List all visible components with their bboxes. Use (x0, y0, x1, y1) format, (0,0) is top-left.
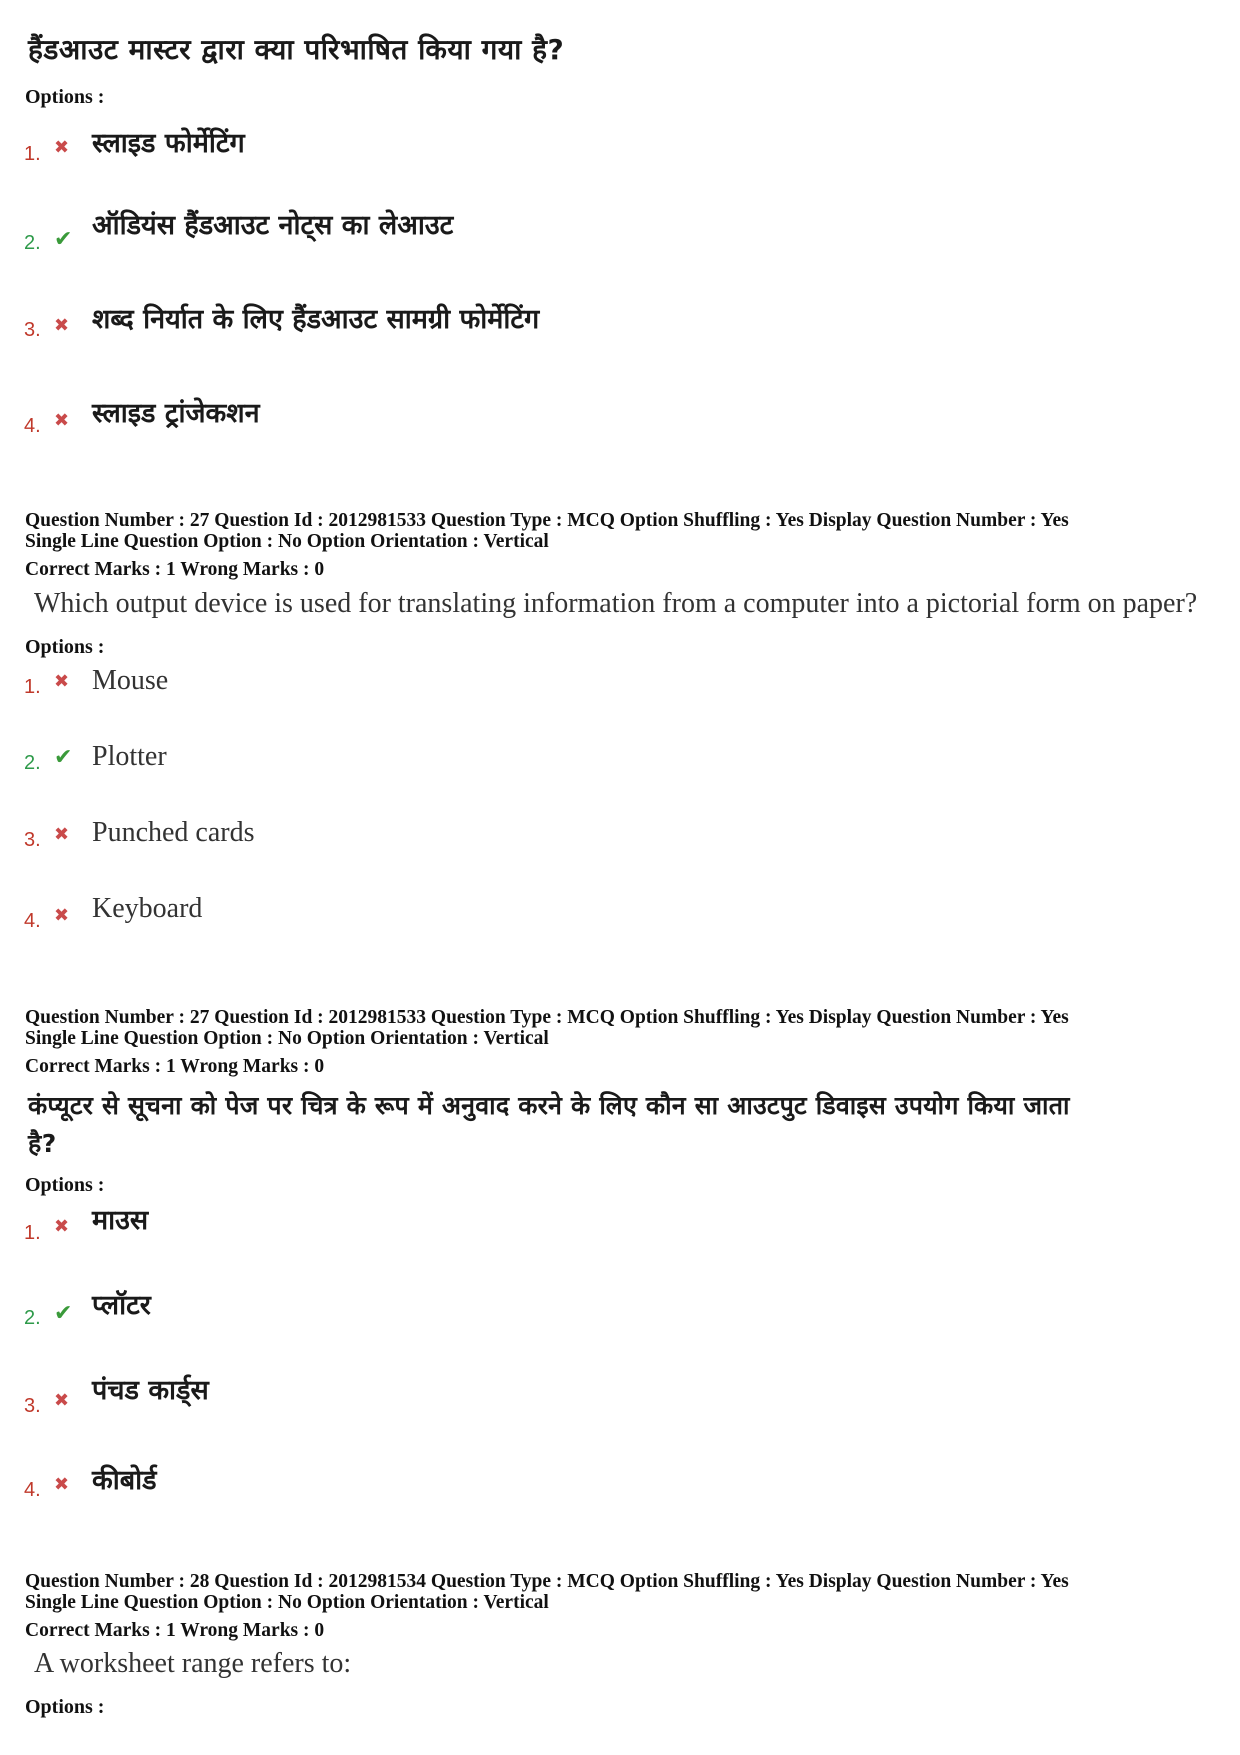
cross-icon: ✖ (54, 905, 70, 926)
option-number: 2. (24, 1307, 41, 1329)
question-meta-line2: Single Line Question Option : No Option Orientation : Vertical (25, 1028, 549, 1049)
option-text: पंचड कार्ड्स (92, 1375, 209, 1406)
options-label: Options : (25, 1696, 105, 1718)
option-number: 4. (24, 1479, 41, 1501)
cross-icon: ✖ (54, 824, 70, 845)
option-number: 2. (24, 752, 41, 774)
option-number: 4. (24, 910, 41, 932)
cross-icon: ✖ (54, 1216, 70, 1237)
cross-icon: ✖ (54, 137, 70, 158)
option-number: 3. (24, 1395, 41, 1417)
question-text-line2: है? (28, 1129, 57, 1158)
question-meta-line2: Single Line Question Option : No Option Orientation : Vertical (25, 1592, 549, 1613)
option-text: स्लाइड ट्रांजेकशन (92, 398, 260, 429)
question-meta-line1: Question Number : 28 Question Id : 2012981534 Question Type : MCQ Option Shuffling : Yes Display Question Number : Yes (25, 1571, 1069, 1592)
option-text: Keyboard (92, 893, 203, 924)
question-meta-line1: Question Number : 27 Question Id : 2012981533 Question Type : MCQ Option Shuffling : Yes Display Question Number : Yes (25, 1007, 1069, 1028)
question-meta-line2: Single Line Question Option : No Option Orientation : Vertical (25, 531, 549, 552)
option-text: प्लॉटर (92, 1290, 151, 1321)
options-label: Options : (25, 1174, 105, 1196)
check-icon: ✔ (54, 1301, 73, 1326)
question-meta-line1: Question Number : 27 Question Id : 2012981533 Question Type : MCQ Option Shuffling : Yes Display Question Number : Yes (25, 510, 1069, 531)
option-number: 4. (24, 415, 41, 437)
options-label: Options : (25, 86, 105, 108)
option-number: 3. (24, 829, 41, 851)
question-text: हैंडआउट मास्टर द्वारा क्या परिभाषित किया गया है? (28, 33, 565, 66)
option-text: Mouse (92, 665, 169, 696)
cross-icon: ✖ (54, 315, 70, 336)
option-text: स्लाइड फोर्मेटिंग (92, 128, 245, 159)
cross-icon: ✖ (54, 671, 70, 692)
question-marks: Correct Marks : 1 Wrong Marks : 0 (25, 559, 325, 580)
option-text: माउस (92, 1205, 149, 1236)
option-number: 1. (24, 1222, 41, 1244)
option-text: Punched cards (92, 817, 255, 848)
check-icon: ✔ (54, 227, 73, 252)
option-number: 1. (24, 143, 41, 165)
options-label: Options : (25, 636, 105, 658)
cross-icon: ✖ (54, 1474, 70, 1495)
option-text: ऑडियंस हैंडआउट नोट्स का लेआउट (92, 210, 454, 241)
cross-icon: ✖ (54, 410, 70, 431)
question-marks: Correct Marks : 1 Wrong Marks : 0 (25, 1620, 325, 1641)
option-text: शब्द निर्यात के लिए हैंडआउट सामग्री फोर्मेटिंग (92, 304, 540, 335)
question-marks: Correct Marks : 1 Wrong Marks : 0 (25, 1056, 325, 1077)
option-number: 1. (24, 676, 41, 698)
cross-icon: ✖ (54, 1390, 70, 1411)
option-number: 3. (24, 319, 41, 341)
option-text: Plotter (92, 741, 167, 772)
option-number: 2. (24, 232, 41, 254)
question-text-line1: कंप्यूटर से सूचना को पेज पर चित्र के रूप में अनुवाद करने के लिए कौन सा आउटपुट डिवाइस उपयोग किया जाता (28, 1091, 1070, 1120)
option-text: कीबोर्ड (92, 1465, 157, 1496)
question-text: A worksheet range refers to: (34, 1648, 352, 1679)
question-text: Which output device is used for translating information from a computer into a pictorial form on paper? (34, 588, 1198, 619)
check-icon: ✔ (54, 745, 73, 770)
